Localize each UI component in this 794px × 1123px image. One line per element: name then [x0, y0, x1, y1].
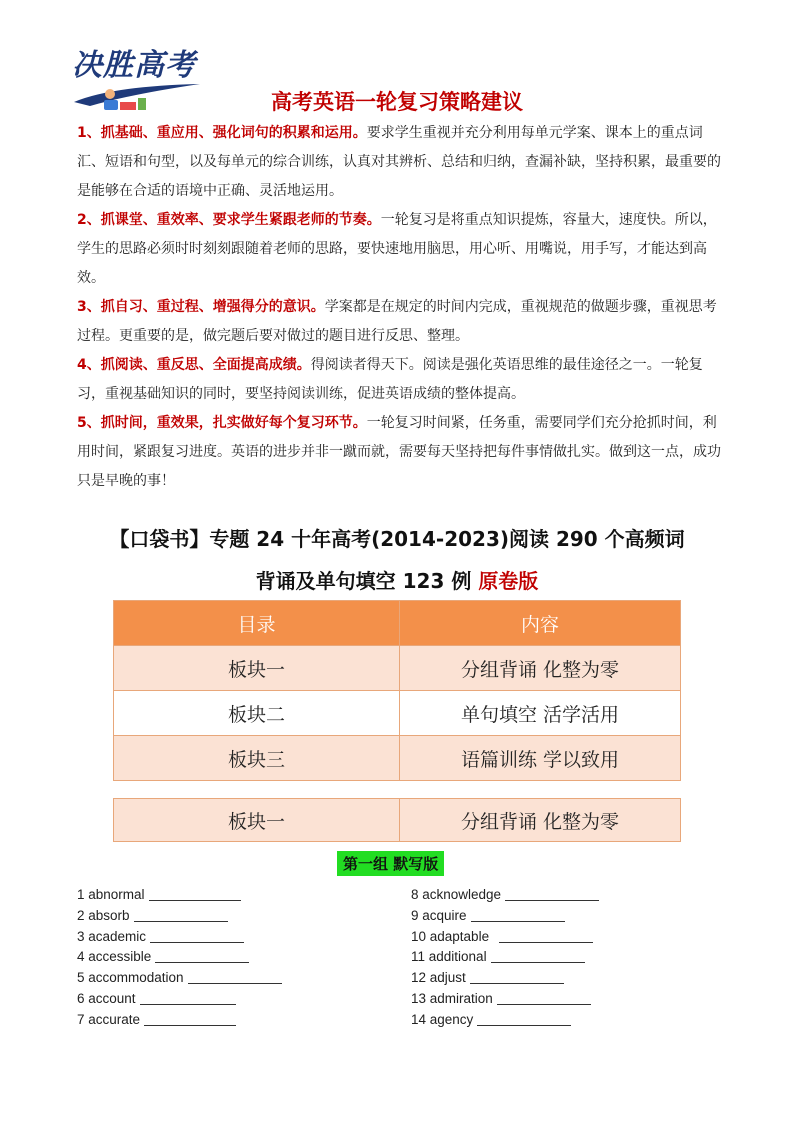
- answer-blank[interactable]: [505, 886, 599, 901]
- advice-highlight: 3、抓自习、重过程、增强得分的意识。: [77, 299, 325, 315]
- list-item: [77, 927, 282, 948]
- advice-highlight: 1、抓基础、重应用、强化词句的积累和运用。: [77, 125, 367, 141]
- toc-header-cell: 内容: [400, 601, 681, 646]
- block-name: 板块一: [114, 799, 400, 842]
- word: 3 academic: [77, 928, 147, 944]
- list-item: [77, 906, 282, 927]
- answer-blank[interactable]: [499, 928, 593, 943]
- advice-text: 一轮复习时间紧，任务重，需要同学们充分抢抓时间，利用时间，紧跟复习进度。英语的进步并非一蹴而就，需要每天坚持把每件事情做扎实。做到这一点，成功只是早晚的事！: [77, 415, 721, 489]
- answer-blank[interactable]: [149, 886, 241, 901]
- table-row: [114, 646, 681, 691]
- answer-blank[interactable]: [497, 990, 591, 1005]
- page-title: 高考英语一轮复习策略建议: [271, 90, 523, 114]
- list-item: [77, 885, 282, 906]
- answer-blank[interactable]: [150, 928, 244, 943]
- answer-blank[interactable]: [134, 907, 228, 922]
- word: 8 acknowledge: [411, 887, 502, 902]
- section-title-text: 背诵及单句填空 123 例: [255, 569, 479, 593]
- toc-cell: 单句填空 活学活用: [400, 691, 681, 736]
- word: 4 accessible: [77, 949, 152, 965]
- table-row: [114, 736, 681, 781]
- answer-blank[interactable]: [155, 948, 249, 963]
- advice-item: [77, 409, 727, 496]
- answer-blank[interactable]: [470, 969, 564, 984]
- answer-blank[interactable]: [144, 1011, 236, 1026]
- toc-header-row: [114, 601, 681, 646]
- advice-item: [77, 293, 727, 351]
- word: 5 accommodation: [77, 970, 184, 986]
- word: 13 admiration: [411, 990, 493, 1006]
- toc-cell: 板块二: [114, 691, 400, 736]
- word: 14 agency: [411, 1011, 474, 1027]
- word: 10 adaptable: [411, 928, 490, 944]
- list-item: [411, 989, 599, 1010]
- list-item: [411, 927, 599, 948]
- list-item: [411, 947, 599, 968]
- list-item: [77, 989, 282, 1010]
- table-row: [114, 799, 681, 842]
- advice-highlight: 2、抓课堂、重效率、要求学生紧跟老师的节奏。: [77, 212, 381, 228]
- toc-header-cell: 目录: [114, 601, 400, 646]
- advice-item: [77, 206, 727, 293]
- advice-highlight: 4、抓阅读、重反思、全面提高成绩。: [77, 357, 311, 373]
- section-title-edition: 原卷版: [478, 569, 539, 593]
- toc-cell: 板块三: [114, 736, 400, 781]
- answer-blank[interactable]: [477, 1011, 571, 1026]
- list-item: [411, 885, 599, 906]
- list-item: [77, 1010, 282, 1031]
- advice-text: 学案都是在规定的时间内完成，重视规范的做题步骤，重视思考过程。更重要的是，做完题后要对做过的题目进行反思、整理。: [77, 299, 717, 344]
- advice-item: [77, 119, 727, 206]
- toc-cell: 语篇训练 学以致用: [400, 736, 681, 781]
- block-heading-bar: [113, 798, 681, 842]
- section-title-line2: [0, 565, 794, 594]
- word: 1 abnormal: [77, 887, 145, 902]
- advice-text: 一轮复习是将重点知识提炼，容量大，速度快。所以，学生的思路必须时时刻刻跟随着老师的思路，要快速地用脑思，用心听、用嘴说，用手写，才能达到高效。: [77, 212, 717, 286]
- answer-blank[interactable]: [188, 969, 282, 984]
- word: 12 adjust: [411, 970, 466, 986]
- word: 9 acquire: [411, 907, 467, 923]
- list-item: [411, 968, 599, 989]
- word: 2 absorb: [77, 907, 130, 923]
- word: 7 accurate: [77, 1011, 141, 1027]
- answer-blank[interactable]: [491, 948, 585, 963]
- toc-cell: 分组背诵 化整为零: [400, 646, 681, 691]
- word: 11 additional: [411, 949, 487, 965]
- advice-text: 得阅读者得天下。阅读是强化英语思维的最佳途径之一。一轮复习，重视基础知识的同时，要坚持阅读训练，促进英语成绩的整体提高。: [77, 357, 703, 402]
- block-subtitle: 分组背诵 化整为零: [400, 799, 681, 842]
- list-item: [411, 1010, 599, 1031]
- advice-list: [77, 119, 727, 496]
- group-label: 第一组 默写版: [337, 851, 444, 876]
- advice-item: [77, 351, 727, 409]
- list-item: [411, 906, 599, 927]
- toc-cell: 板块一: [114, 646, 400, 691]
- table-row: [114, 691, 681, 736]
- answer-blank[interactable]: [140, 990, 236, 1005]
- list-item: [77, 947, 282, 968]
- section-title-line1: 【口袋书】专题 24 十年高考(2014-2023)阅读 290 个高频词: [109, 527, 685, 551]
- logo-text: 决胜高考: [72, 48, 196, 83]
- toc-table: [113, 600, 681, 781]
- list-item: [77, 968, 282, 989]
- word: 6 account: [77, 990, 136, 1006]
- advice-text: 要求学生重视并充分利用每单元学案、课本上的重点词汇、短语和句型，以及每单元的综合训练，认真对其辨析、总结和归纳，查漏补缺，坚持积累，最重要的是能够在合适的语境中正确、灵活地运用。: [77, 125, 721, 199]
- word-list-right: [411, 885, 599, 1031]
- word-list-left: [77, 885, 282, 1031]
- advice-highlight: 5、抓时间，重效果，扎实做好每个复习环节。: [77, 415, 367, 431]
- answer-blank[interactable]: [471, 907, 565, 922]
